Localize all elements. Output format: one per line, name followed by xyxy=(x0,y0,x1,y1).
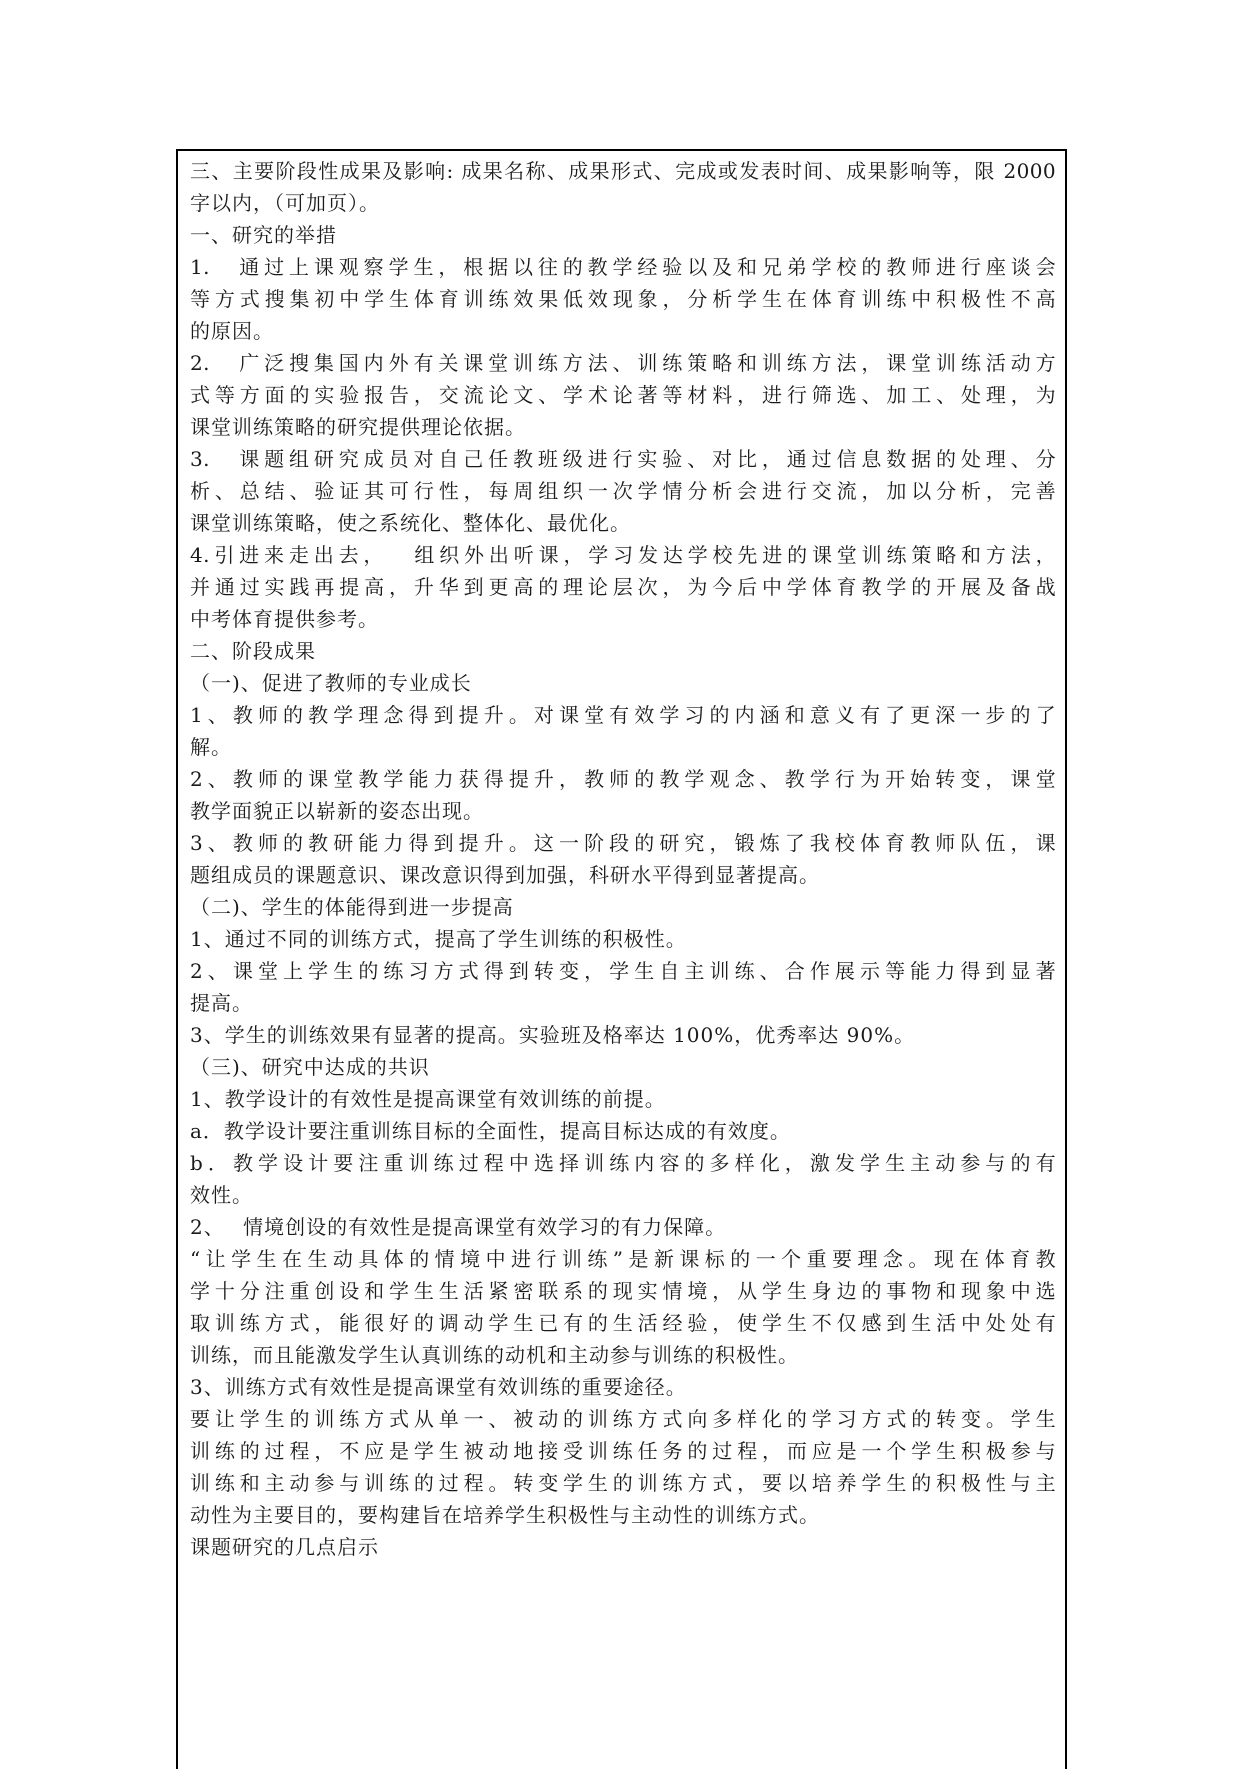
text-line: 1、教师的教学理念得到提升。对课堂有效学习的内涵和意义有了更深一步的了 xyxy=(190,703,1056,727)
text-line: 3、学生的训练效果有显著的提高。实验班及格率达 100%，优秀率达 90%。 xyxy=(190,1023,916,1047)
text-line: 中考体育提供参考。 xyxy=(190,607,379,631)
text-line: 3. 课题组研究成员对自己任教班级进行实验、对比，通过信息数据的处理、分 xyxy=(190,447,1056,471)
text-line: 2、课堂上学生的练习方式得到转变，学生自主训练、合作展示等能力得到显著 xyxy=(190,959,1056,983)
text-line: a．教学设计要注重训练目标的全面性，提高目标达成的有效度。 xyxy=(190,1119,791,1143)
text-line: 动性为主要目的，要构建旨在培养学生积极性与主动性的训练方式。 xyxy=(190,1503,820,1527)
text-line: 字以内，（可加页）。 xyxy=(190,191,380,215)
text-line: 解。 xyxy=(190,735,232,759)
text-line: 1、通过不同的训练方式，提高了学生训练的积极性。 xyxy=(190,927,687,951)
text-line: 教学面貌正以崭新的姿态出现。 xyxy=(190,799,484,823)
text-line: 2、 情境创设的有效性是提高课堂有效学习的有力保障。 xyxy=(190,1215,727,1239)
text-line: 三、主要阶段性成果及影响: 成果名称、成果形式、完成或发表时间、成果影响等，限 2000 xyxy=(190,159,1056,183)
text-line: 学十分注重创设和学生生活紧密联系的现实情境，从学生身边的事物和现象中选 xyxy=(190,1279,1056,1303)
text-line: b．教学设计要注重训练过程中选择训练内容的多样化，激发学生主动参与的有 xyxy=(190,1151,1056,1175)
document-body xyxy=(190,155,1056,1563)
text-line: 等方式搜集初中学生体育训练效果低效现象，分析学生在体育训练中积极性不高 xyxy=(190,287,1056,311)
text-line: 的原因。 xyxy=(190,319,274,343)
text-line: 并通过实践再提高，升华到更高的理论层次，为今后中学体育教学的开展及备战 xyxy=(190,575,1056,599)
text-line: 一、研究的举措 xyxy=(190,223,337,247)
text-line: 1. 通过上课观察学生，根据以往的教学经验以及和兄弟学校的教师进行座谈会 xyxy=(190,255,1056,279)
text-line: 2、教师的课堂教学能力获得提升，教师的教学观念、教学行为开始转变，课堂 xyxy=(190,767,1056,791)
text-line: （一)、促进了教师的专业成长 xyxy=(190,671,472,695)
text-line: 取训练方式，能很好的调动学生已有的生活经验，使学生不仅感到生活中处处有 xyxy=(190,1311,1056,1335)
text-line: 训练和主动参与训练的过程。转变学生的训练方式，要以培养学生的积极性与主 xyxy=(190,1471,1056,1495)
text-line: 式等方面的实验报告，交流论文、学术论著等材料，进行筛选、加工、处理，为 xyxy=(190,383,1056,407)
text-line: 4.引进来走出去， 组织外出听课，学习发达学校先进的课堂训练策略和方法， xyxy=(190,543,1056,567)
text-line: 课题研究的几点启示 xyxy=(190,1535,379,1559)
text-line: 训练，而且能激发学生认真训练的动机和主动参与训练的积极性。 xyxy=(190,1343,799,1367)
text-line: 二、阶段成果 xyxy=(190,639,316,663)
document-table-frame xyxy=(176,149,1067,1769)
text-line: 课堂训练策略的研究提供理论依据。 xyxy=(190,415,526,439)
text-line: （二)、学生的体能得到进一步提高 xyxy=(190,895,514,919)
text-line: 提高。 xyxy=(190,991,253,1015)
text-line: 题组成员的课题意识、课改意识得到加强，科研水平得到显著提高。 xyxy=(190,863,820,887)
text-line: 3、训练方式有效性是提高课堂有效训练的重要途径。 xyxy=(190,1375,687,1399)
text-line: 3、教师的教研能力得到提升。这一阶段的研究，锻炼了我校体育教师队伍，课 xyxy=(190,831,1056,855)
text-line: 1、教学设计的有效性是提高课堂有效训练的前提。 xyxy=(190,1087,666,1111)
text-line: 要让学生的训练方式从单一、被动的训练方式向多样化的学习方式的转变。学生 xyxy=(190,1407,1056,1431)
text-line: “让学生在生动具体的情境中进行训练”是新课标的一个重要理念。现在体育教 xyxy=(190,1247,1056,1271)
text-line: 效性。 xyxy=(190,1183,253,1207)
text-line: （三)、研究中达成的共识 xyxy=(190,1055,430,1079)
text-line: 2. 广泛搜集国内外有关课堂训练方法、训练策略和训练方法，课堂训练活动方 xyxy=(190,351,1056,375)
text-line: 训练的过程，不应是学生被动地接受训练任务的过程，而应是一个学生积极参与 xyxy=(190,1439,1056,1463)
text-line: 析、总结、验证其可行性，每周组织一次学情分析会进行交流，加以分析，完善 xyxy=(190,479,1056,503)
text-line: 课堂训练策略，使之系统化、整体化、最优化。 xyxy=(190,511,631,535)
